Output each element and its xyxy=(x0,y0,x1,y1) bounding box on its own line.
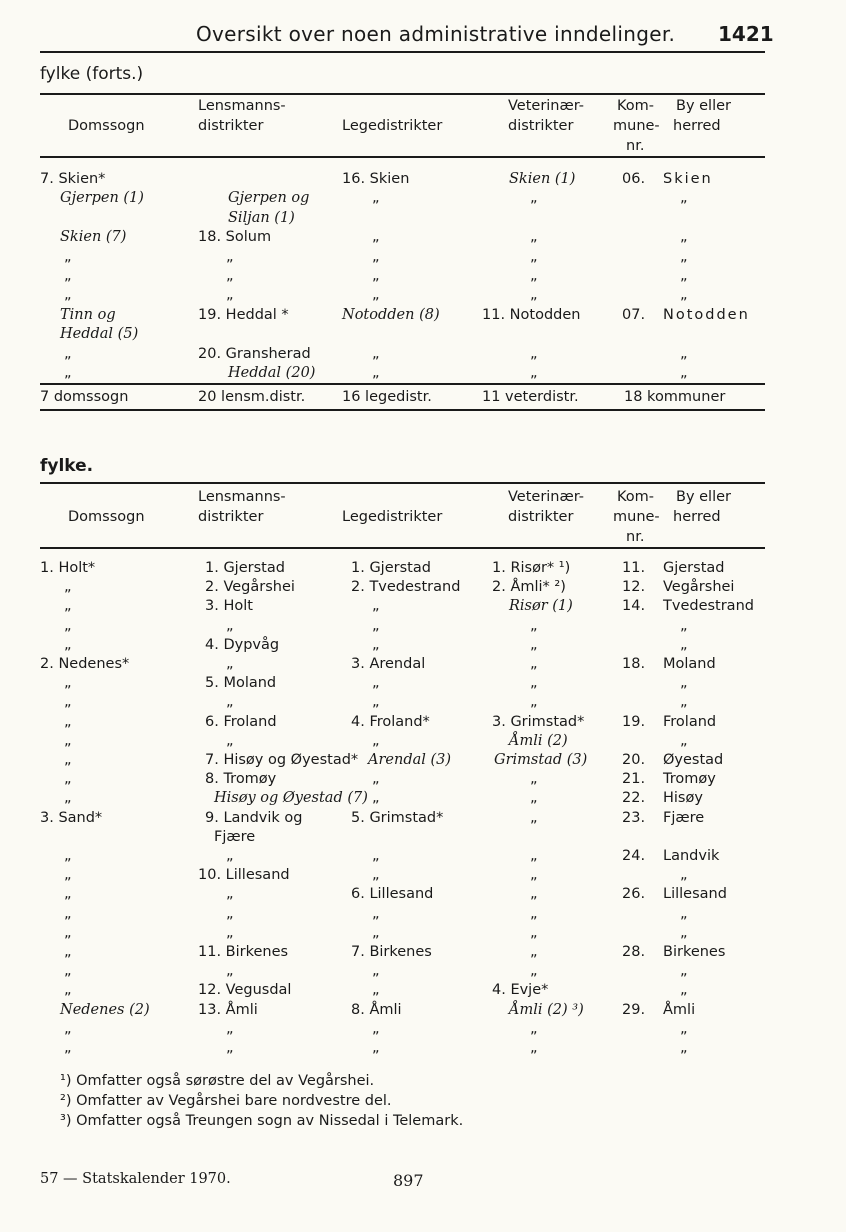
section1-head-rule xyxy=(40,156,765,158)
table-row xyxy=(0,847,846,866)
domssogn-cell: „ xyxy=(64,982,72,999)
column-header: Legedistrikter xyxy=(342,118,443,134)
footnote: ²) Omfatter av Vegårshei bare nordvestre del. xyxy=(60,1093,392,1109)
by-eller-herred-cell: Notodden xyxy=(663,306,750,323)
by-eller-herred-cell: „ xyxy=(680,345,688,362)
lensmannsdistrikt-cell: 5. Moland xyxy=(205,675,277,692)
by-eller-herred-cell: „ xyxy=(680,365,688,381)
lensmannsdistrikt-cell: 1. Gjerstad xyxy=(205,560,285,576)
table-row xyxy=(0,751,846,770)
legedistrikt-cell: „ xyxy=(372,867,380,884)
veterinaerdistrikt-cell: „ xyxy=(530,963,538,980)
domssogn-cell: „ xyxy=(64,944,72,960)
legedistrikt-cell: „ xyxy=(372,732,380,749)
veterinaerdistrikt-cell: 3. Grimstad* xyxy=(492,713,585,730)
domssogn-cell: 7. Skien* xyxy=(40,171,106,187)
table-row xyxy=(0,267,846,286)
veterinaerdistrikt-cell: Skien (1) xyxy=(509,171,576,187)
by-eller-herred-cell: „ xyxy=(680,982,688,999)
veterinaerdistrikt-cell: „ xyxy=(530,944,538,960)
lensmannsdistrikt-cell: Heddal (20) xyxy=(228,365,316,381)
legedistrikt-cell: „ xyxy=(372,982,380,999)
kommunenr-cell: 19. xyxy=(622,713,646,730)
by-eller-herred-cell: Vegårshei xyxy=(663,579,735,596)
legedistrikt-cell: 6. Lillesand xyxy=(351,886,434,903)
kommunenr-cell: 23. xyxy=(622,809,646,826)
domssogn-cell: „ xyxy=(64,790,72,807)
table-row xyxy=(0,693,846,712)
lensmannsdistrikt-cell: 20. Gransherad xyxy=(198,345,311,362)
veterinaerdistrikt-cell: „ xyxy=(530,248,538,265)
lensmannsdistrikt-cell: 11. Birkenes xyxy=(198,944,289,960)
table-row xyxy=(0,789,846,808)
column-header: Domssogn xyxy=(68,118,145,134)
legedistrikt-cell: 5. Grimstad* xyxy=(351,809,444,826)
veterinaerdistrikt-cell: „ xyxy=(530,809,538,826)
table-row xyxy=(0,209,846,228)
kommunenr-cell: 07. xyxy=(622,306,646,323)
legedistrikt-cell: Arendal (3) xyxy=(368,752,452,768)
table-row xyxy=(0,228,846,247)
lensmannsdistrikt-cell: „ xyxy=(226,905,234,922)
table-row xyxy=(0,636,846,655)
kommunenr-cell: 29. xyxy=(622,1001,646,1018)
column-header: herred xyxy=(673,118,721,134)
legedistrikt-cell: 8. Åmli xyxy=(351,1001,402,1018)
kommunenr-cell: 18. xyxy=(622,656,646,672)
veterinaerdistrikt-cell: „ xyxy=(530,924,538,941)
veterinaerdistrikt-cell: „ xyxy=(530,867,538,884)
veterinaerdistrikt-cell: „ xyxy=(530,268,538,284)
table-row xyxy=(0,674,846,693)
column-header: Veterinær- xyxy=(508,98,585,114)
by-eller-herred-cell: „ xyxy=(680,867,688,884)
section1-bottom-rule xyxy=(40,409,765,411)
lensmannsdistrikt-cell: 9. Landvik og xyxy=(205,809,303,826)
by-eller-herred-cell: Hisøy xyxy=(663,790,703,807)
lensmannsdistrikt-cell: „ xyxy=(226,268,234,284)
table-row xyxy=(0,345,846,364)
domssogn-cell: „ xyxy=(64,636,72,653)
table-row xyxy=(0,981,846,1000)
page-number: 1421 xyxy=(718,22,774,46)
table-row xyxy=(0,809,846,828)
lensmannsdistrikt-cell: Gjerpen og xyxy=(228,190,310,207)
domssogn-cell: „ xyxy=(64,248,72,265)
by-eller-herred-cell: Lillesand xyxy=(663,886,727,903)
domssogn-cell: Heddal (5) xyxy=(60,326,139,343)
domssogn-cell: „ xyxy=(64,886,72,903)
lensmannsdistrikt-cell: 3. Holt xyxy=(205,598,253,615)
veterinaerdistrikt-cell: „ xyxy=(530,886,538,903)
section1-top-rule xyxy=(40,93,765,95)
total-cell: 18 kommuner xyxy=(624,389,726,405)
by-eller-herred-cell: „ xyxy=(680,675,688,692)
by-eller-herred-cell: „ xyxy=(680,963,688,980)
legedistrikt-cell: „ xyxy=(372,924,380,941)
lensmannsdistrikt-cell: „ xyxy=(226,617,234,634)
by-eller-herred-cell: „ xyxy=(680,268,688,284)
lensmannsdistrikt-cell: „ xyxy=(226,287,234,304)
lensmannsdistrikt-cell: 8. Tromøy xyxy=(205,771,277,788)
lensmannsdistrikt-cell: „ xyxy=(226,1020,234,1037)
by-eller-herred-cell: Øyestad xyxy=(663,752,724,768)
legedistrikt-cell: „ xyxy=(372,598,380,615)
column-header: distrikter xyxy=(198,118,264,134)
table-row xyxy=(0,1001,846,1020)
legedistrikt-cell: „ xyxy=(372,771,380,788)
veterinaerdistrikt-cell: Risør (1) xyxy=(509,598,573,615)
legedistrikt-cell: 2. Tvedestrand xyxy=(351,579,461,596)
veterinaerdistrikt-cell: 2. Åmli* ²) xyxy=(492,579,566,596)
by-eller-herred-cell: Fjære xyxy=(663,809,705,826)
legedistrikt-cell: „ xyxy=(372,190,380,207)
legedistrikt-cell: „ xyxy=(372,848,380,864)
lensmannsdistrikt-cell: 2. Vegårshei xyxy=(205,579,295,596)
table-row xyxy=(0,866,846,885)
header-rule xyxy=(40,51,765,53)
kommunenr-cell: 12. xyxy=(622,579,646,596)
legedistrikt-cell: „ xyxy=(372,1040,380,1056)
table-row xyxy=(0,189,846,208)
table-row xyxy=(0,924,846,943)
table-row xyxy=(0,1020,846,1039)
veterinaerdistrikt-cell: „ xyxy=(530,771,538,788)
veterinaerdistrikt-cell: „ xyxy=(530,617,538,634)
lensmannsdistrikt-cell: „ xyxy=(226,1040,234,1056)
legedistrikt-cell: „ xyxy=(372,675,380,692)
total-cell: 11 veterdistr. xyxy=(482,389,579,405)
table-row xyxy=(0,713,846,732)
total-cell: 20 lensm.distr. xyxy=(198,389,306,405)
domssogn-cell: „ xyxy=(64,675,72,692)
by-eller-herred-cell: „ xyxy=(680,190,688,207)
section1-totals-rule xyxy=(40,383,765,385)
table-row xyxy=(0,885,846,904)
column-header: Kom- xyxy=(617,98,655,114)
kommunenr-cell: 06. xyxy=(622,171,646,187)
section1-title: fylke (forts.) xyxy=(40,64,144,84)
column-header: By eller xyxy=(676,98,731,114)
veterinaerdistrikt-cell: 1. Risør* ¹) xyxy=(492,560,571,576)
by-eller-herred-cell: „ xyxy=(680,617,688,634)
kommunenr-cell: 21. xyxy=(622,771,646,788)
table-row xyxy=(0,1039,846,1058)
column-header: Domssogn xyxy=(68,509,145,525)
legedistrikt-cell: „ xyxy=(372,790,380,807)
domssogn-cell: 2. Nedenes* xyxy=(40,656,130,672)
domssogn-cell: „ xyxy=(64,771,72,788)
veterinaerdistrikt-cell: „ xyxy=(530,790,538,807)
veterinaerdistrikt-cell: 4. Evje* xyxy=(492,982,549,999)
veterinaerdistrikt-cell: „ xyxy=(530,287,538,304)
veterinaerdistrikt-cell: „ xyxy=(530,190,538,207)
veterinaerdistrikt-cell: „ xyxy=(530,656,538,672)
lensmannsdistrikt-cell: „ xyxy=(226,694,234,711)
kommunenr-cell: 24. xyxy=(622,848,646,864)
lensmannsdistrikt-cell: 19. Heddal * xyxy=(198,306,289,323)
domssogn-cell: Tinn og xyxy=(60,306,116,323)
legedistrikt-cell: „ xyxy=(372,365,380,381)
column-header: herred xyxy=(673,509,721,525)
legedistrikt-cell: 16. Skien xyxy=(342,171,410,187)
by-eller-herred-cell: Skien xyxy=(663,171,713,187)
legedistrikt-cell: 3. Arendal xyxy=(351,656,426,672)
kommunenr-cell: 22. xyxy=(622,790,646,807)
column-header: Lensmanns- xyxy=(198,98,286,114)
table-row xyxy=(0,732,846,751)
footer-source: 57 — Statskalender 1970. xyxy=(40,1171,231,1187)
by-eller-herred-cell: „ xyxy=(680,248,688,265)
legedistrikt-cell: „ xyxy=(372,268,380,284)
column-header: Veterinær- xyxy=(508,489,585,505)
footnote: ¹) Omfatter også sørøstre del av Vegårshei. xyxy=(60,1073,375,1089)
lensmannsdistrikt-cell: „ xyxy=(226,848,234,864)
lensmannsdistrikt-cell: „ xyxy=(226,886,234,903)
table-row xyxy=(0,943,846,962)
domssogn-cell: „ xyxy=(64,732,72,749)
by-eller-herred-cell: „ xyxy=(680,732,688,749)
legedistrikt-cell: „ xyxy=(372,229,380,246)
veterinaerdistrikt-cell: „ xyxy=(530,905,538,922)
by-eller-herred-cell: „ xyxy=(680,636,688,653)
domssogn-cell: „ xyxy=(64,268,72,284)
legedistrikt-cell: 7. Birkenes xyxy=(351,944,432,960)
lensmannsdistrikt-cell: „ xyxy=(226,732,234,749)
by-eller-herred-cell: „ xyxy=(680,905,688,922)
table-row xyxy=(0,655,846,674)
table-row xyxy=(0,617,846,636)
lensmannsdistrikt-cell: 10. Lillesand xyxy=(198,867,290,884)
column-header: By eller xyxy=(676,489,731,505)
legedistrikt-cell: „ xyxy=(372,1020,380,1037)
lensmannsdistrikt-cell: 6. Froland xyxy=(205,713,277,730)
section2-top-rule xyxy=(40,482,765,484)
table-row xyxy=(0,170,846,189)
column-header: nr. xyxy=(626,138,645,154)
domssogn-cell: Gjerpen (1) xyxy=(60,190,144,207)
section2-head-rule xyxy=(40,547,765,549)
lensmannsdistrikt-cell: Siljan (1) xyxy=(228,209,295,226)
table-row xyxy=(0,248,846,267)
by-eller-herred-cell: „ xyxy=(680,229,688,246)
veterinaerdistrikt-cell: 11. Notodden xyxy=(482,306,581,323)
by-eller-herred-cell: „ xyxy=(680,287,688,304)
by-eller-herred-cell: „ xyxy=(680,694,688,711)
domssogn-cell: „ xyxy=(64,924,72,941)
domssogn-cell: Nedenes (2) xyxy=(60,1001,150,1018)
table-row xyxy=(0,559,846,578)
domssogn-cell: „ xyxy=(64,1020,72,1037)
kommunenr-cell: 28. xyxy=(622,944,646,960)
by-eller-herred-cell: Birkenes xyxy=(663,944,726,960)
lensmannsdistrikt-cell: 13. Åmli xyxy=(198,1001,258,1018)
veterinaerdistrikt-cell: Åmli (2) xyxy=(509,732,568,749)
table-row xyxy=(0,905,846,924)
column-header: nr. xyxy=(626,529,645,545)
table-row xyxy=(0,364,846,383)
domssogn-cell: „ xyxy=(64,752,72,768)
lensmannsdistrikt-cell: 12. Vegusdal xyxy=(198,982,292,999)
column-header: distrikter xyxy=(508,509,574,525)
veterinaerdistrikt-cell: „ xyxy=(530,1020,538,1037)
domssogn-cell: „ xyxy=(64,617,72,634)
kommunenr-cell: 26. xyxy=(622,886,646,903)
lensmannsdistrikt-cell: „ xyxy=(226,656,234,672)
lensmannsdistrikt-cell: „ xyxy=(226,963,234,980)
by-eller-herred-cell: Moland xyxy=(663,656,716,672)
table-row xyxy=(0,828,846,847)
table-row xyxy=(0,597,846,616)
table-row xyxy=(0,962,846,981)
column-header: Legedistrikter xyxy=(342,509,443,525)
veterinaerdistrikt-cell: Åmli (2) ³) xyxy=(509,1001,584,1018)
domssogn-cell: „ xyxy=(64,287,72,304)
legedistrikt-cell: „ xyxy=(372,345,380,362)
by-eller-herred-cell: Gjerstad xyxy=(663,560,725,576)
domssogn-cell: „ xyxy=(64,579,72,596)
domssogn-cell: 3. Sand* xyxy=(40,809,103,826)
domssogn-cell: Skien (7) xyxy=(60,229,127,246)
table-row xyxy=(0,578,846,597)
table-row xyxy=(0,306,846,325)
veterinaerdistrikt-cell: „ xyxy=(530,1040,538,1056)
column-header: Lensmanns- xyxy=(198,489,286,505)
domssogn-cell: „ xyxy=(64,963,72,980)
legedistrikt-cell: Notodden (8) xyxy=(342,306,440,323)
domssogn-cell: 1. Holt* xyxy=(40,560,96,576)
lensmannsdistrikt-cell: „ xyxy=(226,248,234,265)
lensmannsdistrikt-cell: 18. Solum xyxy=(198,229,272,246)
veterinaerdistrikt-cell: „ xyxy=(530,365,538,381)
kommunenr-cell: 14. xyxy=(622,598,646,615)
table-row xyxy=(0,286,846,305)
column-header: mune- xyxy=(613,509,660,525)
veterinaerdistrikt-cell: „ xyxy=(530,675,538,692)
domssogn-cell: „ xyxy=(64,345,72,362)
domssogn-cell: „ xyxy=(64,848,72,864)
kommunenr-cell: 11. xyxy=(622,560,646,576)
veterinaerdistrikt-cell: „ xyxy=(530,345,538,362)
footnote: ³) Omfatter også Treungen sogn av Nissedal i Telemark. xyxy=(60,1113,464,1129)
by-eller-herred-cell: Landvik xyxy=(663,848,720,864)
running-title: Oversikt over noen administrative inndelinger. xyxy=(196,22,676,46)
domssogn-cell: „ xyxy=(64,365,72,381)
column-header: mune- xyxy=(613,118,660,134)
legedistrikt-cell: „ xyxy=(372,287,380,304)
by-eller-herred-cell: Åmli xyxy=(663,1001,696,1018)
domssogn-cell: „ xyxy=(64,713,72,730)
by-eller-herred-cell: „ xyxy=(680,1040,688,1056)
domssogn-cell: „ xyxy=(64,598,72,615)
domssogn-cell: „ xyxy=(64,694,72,711)
total-cell: 16 legedistr. xyxy=(342,389,432,405)
legedistrikt-cell: „ xyxy=(372,617,380,634)
total-cell: 7 domssogn xyxy=(40,389,129,405)
domssogn-cell: „ xyxy=(64,1040,72,1056)
lensmannsdistrikt-cell: 4. Dypvåg xyxy=(205,636,280,653)
by-eller-herred-cell: Froland xyxy=(663,713,717,730)
legedistrikt-cell: „ xyxy=(372,636,380,653)
by-eller-herred-cell: Tromøy xyxy=(663,771,716,788)
domssogn-cell: „ xyxy=(64,905,72,922)
legedistrikt-cell: „ xyxy=(372,248,380,265)
by-eller-herred-cell: „ xyxy=(680,1020,688,1037)
footer-page: 897 xyxy=(393,1171,424,1190)
legedistrikt-cell: 1. Gjerstad xyxy=(351,560,431,576)
legedistrikt-cell: „ xyxy=(372,905,380,922)
column-header: distrikter xyxy=(198,509,264,525)
column-header: Kom- xyxy=(617,489,655,505)
veterinaerdistrikt-cell: „ xyxy=(530,229,538,246)
by-eller-herred-cell: „ xyxy=(680,924,688,941)
lensmannsdistrikt-cell: 7. Hisøy og Øyestad* xyxy=(205,752,359,768)
veterinaerdistrikt-cell: Grimstad (3) xyxy=(494,752,588,768)
table-row xyxy=(0,770,846,789)
table-row xyxy=(0,325,846,344)
lensmannsdistrikt-cell: „ xyxy=(226,924,234,941)
column-header: distrikter xyxy=(508,118,574,134)
legedistrikt-cell: „ xyxy=(372,963,380,980)
veterinaerdistrikt-cell: „ xyxy=(530,694,538,711)
lensmannsdistrikt-cell: Fjære xyxy=(214,828,256,845)
veterinaerdistrikt-cell: „ xyxy=(530,636,538,653)
veterinaerdistrikt-cell: „ xyxy=(530,848,538,864)
by-eller-herred-cell: Tvedestrand xyxy=(663,598,754,615)
lensmannsdistrikt-cell: Hisøy og Øyestad (7) xyxy=(214,790,368,807)
domssogn-cell: „ xyxy=(64,867,72,884)
kommunenr-cell: 20. xyxy=(622,752,646,768)
legedistrikt-cell: „ xyxy=(372,694,380,711)
section2-title: fylke. xyxy=(40,456,94,476)
legedistrikt-cell: 4. Froland* xyxy=(351,713,430,730)
